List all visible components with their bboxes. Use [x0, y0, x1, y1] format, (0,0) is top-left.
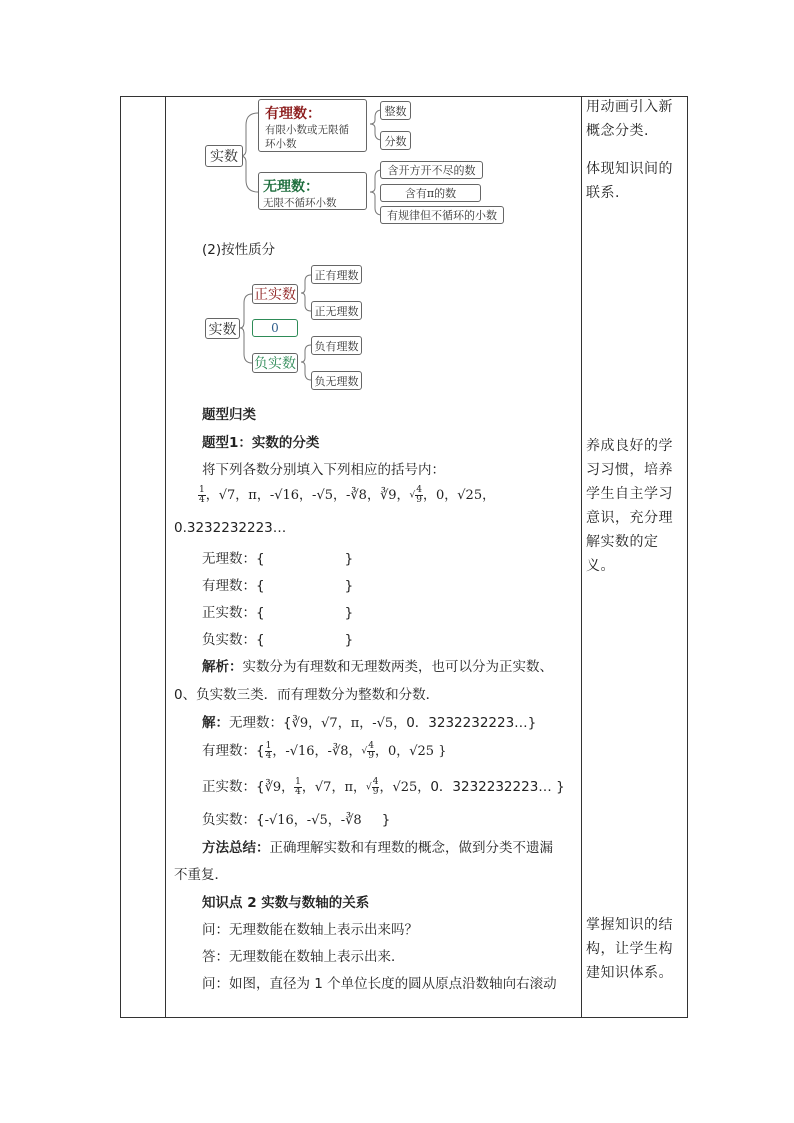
- rational-desc-2: 环小数: [265, 138, 297, 150]
- type1-title: 题型1：实数的分类: [202, 435, 320, 451]
- fill-irrational: 无理数：{ }: [202, 551, 354, 567]
- analysis-line-1: 解析：实数分为有理数和无理数两类，也可以分为正实数、: [202, 659, 553, 675]
- irrational-title: 无理数：: [263, 179, 319, 195]
- solution-rational: 有理数：{ $\frac{1}{4}$ ，-√16，-∛8，√ $\frac{4}{9}$ ，0，√25 }: [202, 741, 447, 761]
- answer-1: 答：无理数能在数轴上表示出来．: [202, 949, 405, 965]
- irrational-type-3: 有规律但不循环的小数: [380, 206, 504, 224]
- rational-desc-1: 有限小数或无限循: [265, 124, 349, 136]
- question-1: 问：无理数能在数轴上表示出来吗？: [202, 922, 418, 938]
- question-2: 问：如图，直径为 1 个单位长度的圆从原点沿数轴向右滚动: [202, 976, 557, 992]
- negative-irrational-box: 负无理数: [311, 371, 362, 390]
- negative-real-box: 负实数: [252, 353, 298, 373]
- fill-negative: 负实数：{ }: [202, 632, 354, 648]
- positive-rational-box: 正有理数: [311, 265, 362, 284]
- note-4: 掌握知识的结构，让学生构建知识体系。: [586, 917, 673, 981]
- rational-title: 有理数：: [265, 106, 321, 122]
- column-divider-1: [165, 97, 166, 1017]
- integer-box: 整数: [380, 101, 411, 120]
- positive-irrational-box: 正无理数: [311, 301, 362, 320]
- fill-rational: 有理数：{ }: [202, 578, 354, 594]
- zero-box: 0: [252, 319, 298, 337]
- irrational-type-1: 含开方开不尽的数: [380, 161, 483, 179]
- fill-positive: 正实数：{ }: [202, 605, 354, 621]
- note-3: 养成良好的学习习惯，培养学生自主学习意识，充分理解实数的定义。: [586, 438, 673, 574]
- irrational-desc: 无限不循环小数: [263, 197, 337, 209]
- method-line-2: 不重复．: [174, 867, 228, 883]
- negative-rational-box: 负有理数: [311, 336, 362, 355]
- real-number-root: 实数: [205, 145, 243, 167]
- instruction: 将下列各数分别填入下列相应的括号内：: [202, 462, 445, 478]
- solution-positive: 正实数：{∛9， $\frac{1}{4}$ ，√7，π，√ $\frac{4}{9}$ ，√25，0．3232232223… }: [202, 777, 565, 797]
- positive-real-box: 正实数: [252, 284, 298, 304]
- numbers-line-1: $\frac{1}{4}$ ，√7，π，-√16，-√5，-∛8，∛9，√ $\frac{4}{9}$ ，0，√25，: [199, 485, 496, 505]
- irrational-box: [258, 172, 367, 210]
- column-divider-2: [581, 97, 582, 1017]
- real-number-root-2: 实数: [205, 318, 240, 339]
- note-1: 用动画引入新概念分类.: [586, 99, 673, 139]
- section-title: 题型归类: [202, 407, 256, 423]
- solution-irrational: 解：无理数：{∛9，√7，π，-√5，0．3232232223…}: [202, 715, 537, 731]
- note-2: 体现知识间的联系.: [586, 161, 673, 201]
- knowledge-point-2-title: 知识点 2 实数与数轴的关系: [202, 895, 370, 911]
- fraction-box: 分数: [380, 131, 411, 150]
- rational-box: [258, 99, 367, 152]
- by-sign-title: (2)按性质分: [202, 242, 276, 258]
- numbers-line-2: 0.3232232223…: [174, 520, 287, 536]
- method-line-1: 方法总结：正确理解实数和有理数的概念，做到分类不遗漏: [202, 840, 553, 856]
- solution-negative: 负实数：{-√16，-√5，-∛8 }: [202, 812, 391, 828]
- analysis-line-2: 0、负实数三类．而有理数分为整数和分数．: [174, 687, 440, 703]
- irrational-type-2: 含有π的数: [380, 184, 481, 202]
